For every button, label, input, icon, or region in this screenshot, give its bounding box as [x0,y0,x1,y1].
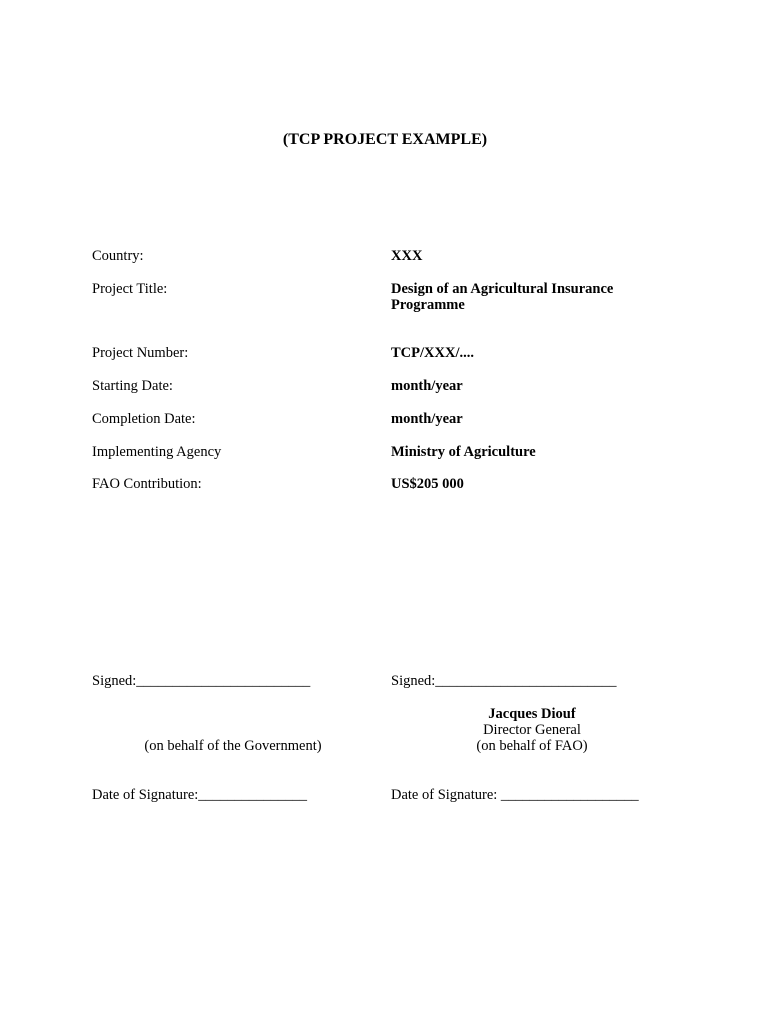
completion-date-value: month/year [391,411,463,427]
signatory-position: Director General [483,722,581,738]
project-title-value: Design of an Agricultural Insurance [391,281,614,297]
starting-date-value: month/year [391,378,463,394]
signatory-name: Jacques Diouf [488,706,576,722]
left-signed-line: Signed:________________________ [92,673,311,689]
fao-contribution-label: FAO Contribution: [92,476,202,492]
country-label: Country: [92,248,144,264]
right-date-of-signature: Date of Signature: ___________________ [391,787,639,803]
government-behalf-text: (on behalf of the Government) [144,738,322,754]
implementing-agency-label: Implementing Agency [92,444,222,460]
project-title-value-line2: Programme [391,297,465,313]
completion-date-label: Completion Date: [92,411,196,427]
fao-contribution-value: US$205 000 [391,476,464,492]
right-signed-line: Signed:_________________________ [391,673,617,689]
implementing-agency-value: Ministry of Agriculture [391,444,536,460]
project-title-label: Project Title: [92,281,168,297]
starting-date-label: Starting Date: [92,378,173,394]
document-title: (TCP PROJECT EXAMPLE) [282,131,488,148]
country-value: XXX [391,248,423,264]
left-date-of-signature: Date of Signature:_______________ [92,787,308,803]
fao-behalf-text: (on behalf of FAO) [476,738,588,754]
project-number-value: TCP/XXX/.... [391,345,474,361]
project-number-label: Project Number: [92,345,189,361]
